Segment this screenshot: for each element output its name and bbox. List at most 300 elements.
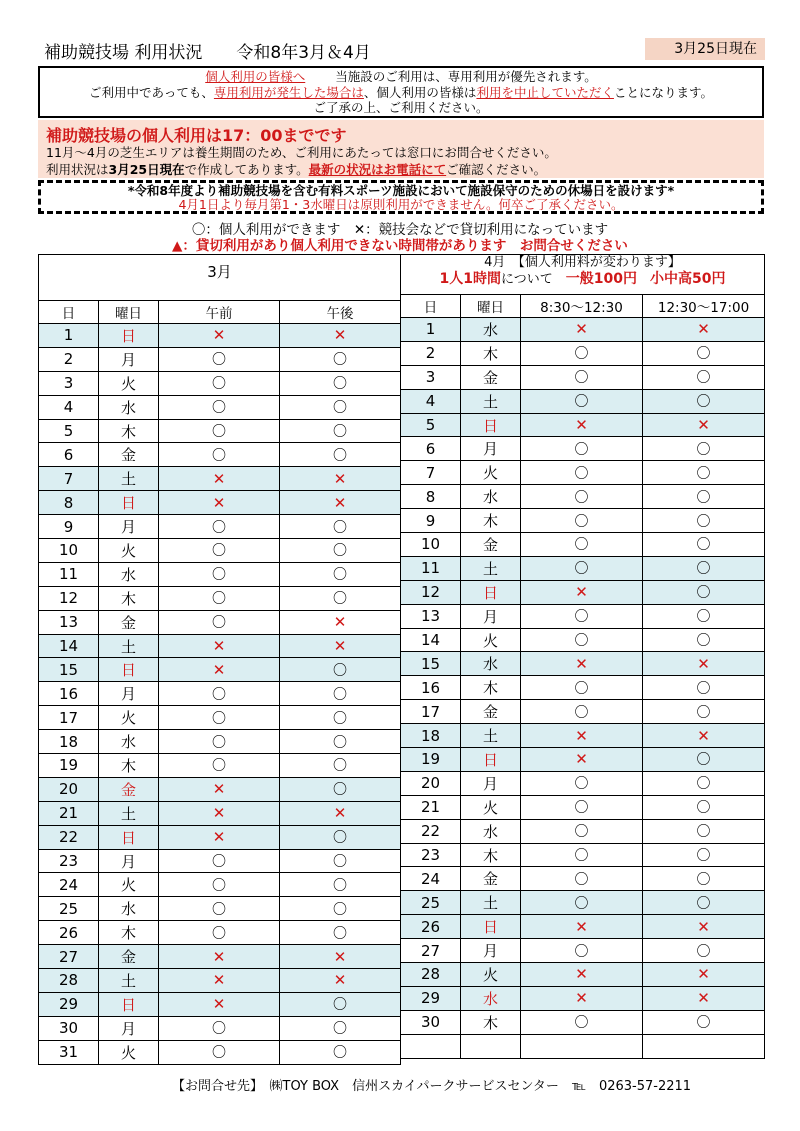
col-weekday: 曜日 <box>461 295 521 318</box>
am-status: 〇 <box>574 513 589 530</box>
weekday: 水 <box>482 989 498 1008</box>
am-status: 〇 <box>574 1015 589 1032</box>
pm-status: 〇 <box>333 662 348 679</box>
table-row <box>39 610 401 634</box>
weekday: 土 <box>482 392 498 411</box>
table-row <box>401 413 765 437</box>
day-number: 30 <box>420 1013 441 1032</box>
am-status: ✕ <box>212 326 226 345</box>
weekday: 金 <box>482 368 498 387</box>
am-status: 〇 <box>574 848 589 865</box>
weekday: 日 <box>482 583 498 602</box>
table-row <box>39 873 401 897</box>
march-label: 3月 <box>39 255 401 301</box>
table-row <box>401 580 765 604</box>
pm-status: 〇 <box>333 782 348 799</box>
table-row <box>401 748 765 772</box>
contact-footer: 【お問合せ先】 ㈱TOY BOX 信州スカイパークサービスセンター ℡ 0263-57-2211 <box>172 1079 692 1094</box>
page-title: 補助競技場 利用状況 令和8年3月＆4月 <box>44 43 371 63</box>
april-table <box>400 254 765 1059</box>
pm-status: ✕ <box>333 493 347 512</box>
pm-status: 〇 <box>696 346 711 363</box>
am-status: 〇 <box>212 447 226 464</box>
weekday: 日 <box>482 416 498 435</box>
weekday: 水 <box>120 733 136 752</box>
table-row <box>39 347 401 371</box>
day-number: 26 <box>58 923 79 942</box>
table-row <box>39 992 401 1016</box>
pm-status: ✕ <box>333 971 347 990</box>
am-status: 〇 <box>574 370 589 387</box>
pm-status: 〇 <box>333 376 348 393</box>
table-row <box>401 533 765 557</box>
table-row <box>39 395 401 419</box>
am-status: ✕ <box>575 320 588 339</box>
pm-status: 〇 <box>333 710 348 727</box>
table-row <box>401 604 765 628</box>
table-row <box>401 700 765 724</box>
table-row <box>39 371 401 395</box>
day-number: 22 <box>420 822 441 841</box>
table-row <box>39 586 401 610</box>
weekday: 金 <box>482 535 498 554</box>
pm-status: 〇 <box>333 830 348 847</box>
weekday: 日 <box>120 828 136 847</box>
day-number: 19 <box>58 756 79 775</box>
pm-status: ✕ <box>333 613 347 632</box>
am-status: 〇 <box>212 543 226 560</box>
day-number: 11 <box>58 565 79 584</box>
weekday: 月 <box>120 518 136 537</box>
pm-status: ✕ <box>697 726 710 745</box>
day-number: 31 <box>58 1043 79 1062</box>
weekday: 火 <box>482 798 498 817</box>
table-row <box>39 634 401 658</box>
weekday: 水 <box>482 320 498 339</box>
table-row <box>401 341 765 365</box>
day-number: 10 <box>420 535 441 554</box>
col-pm: 12:30～17:00 <box>643 295 765 318</box>
day-number: 17 <box>420 702 441 721</box>
table-row <box>401 986 765 1010</box>
am-status: 〇 <box>574 633 589 650</box>
weekday: 土 <box>120 637 136 656</box>
pm-status: 〇 <box>333 734 348 751</box>
am-status: 〇 <box>212 1021 226 1038</box>
am-status: 〇 <box>212 352 226 369</box>
pm-status: 〇 <box>333 1021 348 1038</box>
am-status: 〇 <box>574 561 589 578</box>
pm-status: 〇 <box>696 704 711 721</box>
col-pm: 午後 <box>280 301 401 324</box>
table-row <box>401 461 765 485</box>
day-number: 5 <box>425 416 436 434</box>
period: 令和8年3月＆4月 <box>236 43 371 63</box>
table-row <box>39 491 401 515</box>
weekday: 土 <box>120 971 136 990</box>
pm-status: 〇 <box>696 537 711 554</box>
table-row <box>401 676 765 700</box>
pm-status: 〇 <box>696 394 711 411</box>
pm-status: ✕ <box>333 947 347 966</box>
am-status: ✕ <box>575 416 588 434</box>
pm-status: 〇 <box>333 567 348 584</box>
table-row <box>401 365 765 389</box>
pm-status: 〇 <box>696 776 711 793</box>
am-status: ✕ <box>212 828 226 847</box>
day-number: 24 <box>420 869 441 888</box>
day-number: 8 <box>63 493 74 512</box>
weekday: 日 <box>120 995 136 1014</box>
legend-warning: ▲：貸切利用があり個人利用できない時間帯があります お問合せください <box>172 238 628 254</box>
table-row <box>39 945 401 969</box>
pm-status: 〇 <box>333 997 348 1014</box>
pm-status: 〇 <box>696 848 711 865</box>
table-row <box>39 921 401 945</box>
am-status: 〇 <box>574 704 589 721</box>
weekday: 木 <box>482 344 498 363</box>
table-row <box>39 467 401 491</box>
table-row <box>39 754 401 778</box>
table-row <box>401 1010 765 1034</box>
table-row <box>39 443 401 467</box>
day-number: 16 <box>58 684 79 703</box>
pm-status: ✕ <box>697 654 710 673</box>
am-status: 〇 <box>574 800 589 817</box>
pm-status: 〇 <box>333 424 348 440</box>
weekday: 金 <box>120 780 136 799</box>
table-row <box>401 867 765 891</box>
day-number: 29 <box>58 995 79 1014</box>
col-weekday: 曜日 <box>99 301 159 324</box>
pm-status: 〇 <box>333 901 348 918</box>
pm-status: 〇 <box>696 489 711 506</box>
table-row <box>401 628 765 652</box>
day-number: 27 <box>58 947 79 966</box>
day-number: 3 <box>425 368 436 387</box>
day-number: 25 <box>58 899 79 918</box>
am-status: ✕ <box>212 995 226 1014</box>
weekday: 木 <box>482 846 498 865</box>
am-status: ✕ <box>212 971 226 990</box>
day-number: 4 <box>63 398 74 417</box>
day-number: 9 <box>63 517 74 536</box>
pm-status: 〇 <box>333 877 348 894</box>
day-number: 13 <box>420 607 441 626</box>
table-row <box>401 891 765 915</box>
am-status: ✕ <box>212 947 226 966</box>
pm-status: 〇 <box>696 465 711 482</box>
pm-status: 〇 <box>333 519 348 536</box>
day-number: 14 <box>58 637 79 656</box>
pm-status: 〇 <box>333 1045 348 1062</box>
hours-heading: 補助競技場の個人利用は17：00までです <box>46 126 347 145</box>
weekday: 土 <box>120 804 136 823</box>
day-number: 15 <box>58 660 79 679</box>
weekday: 水 <box>120 565 136 584</box>
am-status: ✕ <box>212 637 226 656</box>
table-row <box>39 897 401 921</box>
pm-status: 〇 <box>333 543 348 560</box>
weekday: 木 <box>120 924 136 943</box>
pm-status: 〇 <box>696 609 711 626</box>
march-table <box>38 254 401 1065</box>
day-number: 22 <box>58 828 79 847</box>
table-row <box>39 515 401 539</box>
weekday: 木 <box>482 1013 498 1032</box>
weekday: 木 <box>120 756 136 775</box>
weekday: 火 <box>120 541 136 560</box>
priority-notice: 個人利用の皆様へ 当施設のご利用は、専用利用が優先されます。 ご利用中であっても、専用利用が発生した場合は、個人利用の皆様は利用を中止していただくことになります。 ご了承の上、ご利用ください。 <box>38 66 764 118</box>
pm-status: 〇 <box>696 895 711 912</box>
table-row <box>39 801 401 825</box>
am-status: 〇 <box>212 615 226 632</box>
am-status: 〇 <box>212 376 226 393</box>
phone-number: 0263-57-2211 <box>598 1079 692 1094</box>
day-number: 29 <box>420 989 441 1008</box>
info-band: 補助競技場の個人利用は17：00までです 11月～4月の芝生エリアは養生期間のため、ご利用にあたっては窓口にお問合せください。 利用状況は3月25日現在で作成してあります。最新の状況はお電話にてご確認ください。 <box>38 120 764 178</box>
am-status: 〇 <box>212 519 226 536</box>
day-number: 16 <box>420 678 441 697</box>
am-status: ✕ <box>575 726 588 745</box>
weekday: 木 <box>120 589 136 608</box>
am-status: ✕ <box>575 583 588 602</box>
weekday: 金 <box>482 870 498 889</box>
pm-status: 〇 <box>696 871 711 888</box>
am-status: 〇 <box>212 686 226 703</box>
weekday: 月 <box>482 942 498 961</box>
day-number: 28 <box>420 965 441 984</box>
table-row <box>39 562 401 586</box>
pm-status: 〇 <box>333 925 348 942</box>
day-number: 26 <box>420 917 441 936</box>
table-row <box>401 485 765 509</box>
weekday: 木 <box>482 512 498 531</box>
pm-status: 〇 <box>696 370 711 387</box>
am-status: 〇 <box>212 901 226 918</box>
pm-status: 〇 <box>333 591 348 608</box>
pm-status: 〇 <box>696 824 711 841</box>
weekday: 月 <box>482 440 498 459</box>
table-row <box>401 318 765 342</box>
am-status: 〇 <box>212 710 226 727</box>
day-number: 12 <box>420 583 441 602</box>
am-status: ✕ <box>575 750 588 769</box>
weekday: 月 <box>482 607 498 626</box>
table-row <box>39 539 401 563</box>
pm-status: 〇 <box>696 441 711 458</box>
weekday: 日 <box>482 918 498 937</box>
table-row <box>39 706 401 730</box>
am-status: ✕ <box>212 469 226 488</box>
day-number: 21 <box>58 804 79 823</box>
pm-status: ✕ <box>697 965 710 984</box>
am-status: 〇 <box>212 734 226 751</box>
day-number: 27 <box>420 941 441 960</box>
weekday: 火 <box>482 965 498 984</box>
day-number: 12 <box>58 589 79 608</box>
day-number: 25 <box>420 893 441 912</box>
day-number: 5 <box>63 422 74 440</box>
pm-status: 〇 <box>696 800 711 817</box>
day-number: 13 <box>58 613 79 632</box>
am-status: 〇 <box>212 925 226 942</box>
table-row <box>401 963 765 987</box>
weekday: 木 <box>482 679 498 698</box>
am-status: 〇 <box>574 537 589 554</box>
weekday: 水 <box>482 822 498 841</box>
table-row <box>39 730 401 754</box>
pm-status: 〇 <box>696 561 711 578</box>
day-number: 6 <box>425 439 436 458</box>
table-row <box>401 819 765 843</box>
day-number: 7 <box>63 469 74 488</box>
col-day: 日 <box>39 301 99 324</box>
table-row <box>39 682 401 706</box>
weekday: 金 <box>120 613 136 632</box>
pm-status: 〇 <box>696 752 711 769</box>
weekday: 木 <box>120 422 136 441</box>
pm-status: ✕ <box>697 320 710 339</box>
table-row <box>39 849 401 873</box>
table-row <box>401 389 765 413</box>
am-status: ✕ <box>575 989 588 1008</box>
am-status: ✕ <box>212 493 226 512</box>
legend-line: 〇：個人利用ができます ✕：競技会などで貸切利用になっています <box>191 222 609 238</box>
weekday: 火 <box>482 631 498 650</box>
pm-status: 〇 <box>696 633 711 650</box>
am-status: ✕ <box>212 660 226 679</box>
day-number: 9 <box>425 511 436 530</box>
day-number: 18 <box>420 726 441 745</box>
weekday: 月 <box>120 852 136 871</box>
day-number: 8 <box>425 487 436 506</box>
pm-status: ✕ <box>697 989 710 1008</box>
day-number: 2 <box>63 350 74 369</box>
day-number: 21 <box>420 798 441 817</box>
table-row <box>401 795 765 819</box>
weekday: 日 <box>120 661 136 680</box>
weekday: 火 <box>120 374 136 393</box>
am-status: ✕ <box>212 804 226 823</box>
pm-status: 〇 <box>333 854 348 871</box>
pm-status: 〇 <box>696 585 711 602</box>
weekday: 土 <box>482 559 498 578</box>
table-row <box>39 825 401 849</box>
am-status: 〇 <box>212 1045 226 1062</box>
pm-status: 〇 <box>333 758 348 775</box>
pm-status: 〇 <box>333 686 348 703</box>
weekday: 土 <box>482 727 498 746</box>
day-number: 20 <box>58 780 79 799</box>
table-row <box>39 658 401 682</box>
table-row <box>401 509 765 533</box>
table-row <box>401 843 765 867</box>
pm-status: ✕ <box>697 917 710 936</box>
weekday: 月 <box>120 685 136 704</box>
table-row <box>401 652 765 676</box>
weekday: 土 <box>120 470 136 489</box>
weekday: 火 <box>120 1043 136 1062</box>
col-am: 午前 <box>159 301 280 324</box>
april-fee-header: 4月 【個人利用料が変わります】 1人1時間について 一般100円 小中高50円 <box>401 255 765 295</box>
april-label: 4月 <box>484 255 506 270</box>
day-number: 10 <box>58 541 79 560</box>
am-status: 〇 <box>574 680 589 697</box>
maintenance-notice: *令和8年度より補助競技場を含む有料スポーツ施設において施設保守のための休場日を設けます* 4月1日より毎月第1・3水曜日は原則利用ができません。何卒ご了承ください。 <box>38 180 764 214</box>
am-status: 〇 <box>574 871 589 888</box>
am-status: ✕ <box>575 965 588 984</box>
pm-status: 〇 <box>696 943 711 960</box>
am-status: 〇 <box>212 424 226 440</box>
am-status: ✕ <box>575 917 588 936</box>
am-status: 〇 <box>574 895 589 912</box>
weekday: 月 <box>120 350 136 369</box>
am-status: 〇 <box>574 346 589 363</box>
day-number: 17 <box>58 708 79 727</box>
am-status: 〇 <box>212 854 226 871</box>
day-number: 1 <box>63 326 74 345</box>
weekday: 日 <box>120 326 136 345</box>
day-number: 30 <box>58 1019 79 1038</box>
am-status: ✕ <box>575 654 588 673</box>
table-row <box>401 939 765 963</box>
weekday: 月 <box>482 774 498 793</box>
table-row <box>39 324 401 348</box>
table-row <box>401 724 765 748</box>
pm-status: ✕ <box>697 416 710 434</box>
day-number: 28 <box>58 971 79 990</box>
am-status: 〇 <box>574 824 589 841</box>
am-status: 〇 <box>574 776 589 793</box>
table-row <box>39 419 401 443</box>
table-row <box>39 969 401 993</box>
am-status: 〇 <box>212 877 226 894</box>
am-status: 〇 <box>212 758 226 775</box>
as-of-badge: 3月25日現在 <box>645 38 765 60</box>
day-number: 6 <box>63 445 74 464</box>
am-status: 〇 <box>212 591 226 608</box>
day-number: 4 <box>425 392 436 411</box>
am-status: 〇 <box>574 489 589 506</box>
day-number: 2 <box>425 344 436 363</box>
am-status: 〇 <box>574 441 589 458</box>
pm-status: ✕ <box>333 637 347 656</box>
table-row <box>39 1016 401 1040</box>
weekday: 水 <box>482 655 498 674</box>
pm-status: 〇 <box>333 447 348 464</box>
weekday: 水 <box>482 488 498 507</box>
am-status: 〇 <box>574 394 589 411</box>
weekday: 金 <box>482 703 498 722</box>
weekday: 火 <box>482 464 498 483</box>
weekday: 火 <box>120 876 136 895</box>
am-status: 〇 <box>212 400 226 417</box>
weekday: 水 <box>120 398 136 417</box>
weekday: 土 <box>482 894 498 913</box>
table-row <box>401 556 765 580</box>
pm-status: 〇 <box>696 1015 711 1032</box>
day-number: 7 <box>425 463 436 482</box>
day-number: 14 <box>420 631 441 650</box>
am-status: ✕ <box>212 780 226 799</box>
day-number: 24 <box>58 875 79 894</box>
day-number: 18 <box>58 732 79 751</box>
table-row <box>39 1040 401 1064</box>
table-row <box>401 915 765 939</box>
am-status: 〇 <box>212 567 226 584</box>
pm-status: ✕ <box>333 469 347 488</box>
